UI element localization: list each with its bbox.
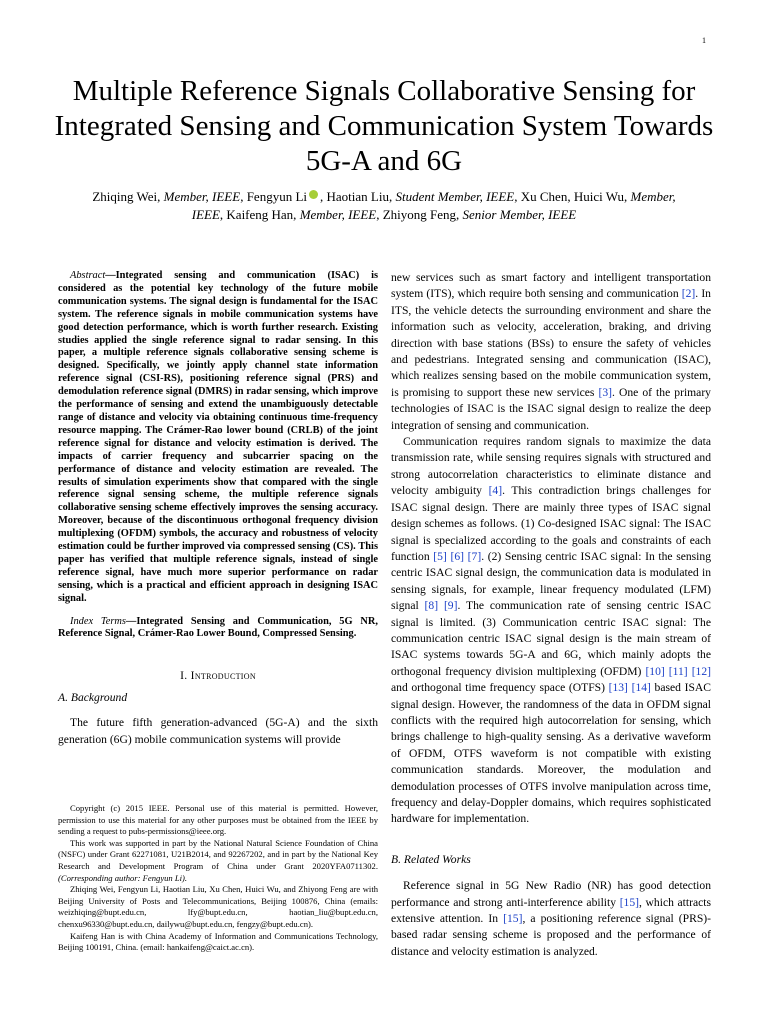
section-heading-introduction [58,669,378,683]
citation-link[interactable]: [3] [598,385,612,399]
citation-link[interactable]: [13] [608,681,628,695]
citation-link[interactable]: [9] [443,599,458,613]
paragraph-text: Communication requires random signals to maximize the data transmission rate, while sensing requires signals with structured and strong autocorrelation characteristics to eliminate distance and velocity ambiguity [391,435,711,498]
paper-title: Multiple Reference Signals Collaborative Sensing for Integrated Sensing and Communication System Towards 5G-A and 6G [54,75,714,177]
author-role: Senior Member, IEEE [462,207,577,222]
subsection-heading-related-works: B. Related Works [391,852,471,866]
corresponding-author: (Corresponding author: Fengyun Li). [58,872,188,883]
intro-paragraph: The future fifth generation-advanced (5G-A) and the sixth generation (6G) mobile communication systems will provide [58,716,378,746]
section-numeral: I. [180,669,191,683]
affiliation-note: Kaifeng Han is with China Academy of Information and Communications Technology, Beijing 100191, China. (email: hankaifeng@caict.ac.cn). [58,930,378,953]
citation-link[interactable]: [2] [681,287,696,301]
citation-link[interactable]: [14] [631,681,651,695]
author-role: Student Member, IEEE [395,189,515,204]
funding-note [58,838,378,884]
body-paragraph [391,878,711,960]
citation-link[interactable]: [10] [645,664,665,678]
abstract-lead: Abstract [70,270,106,281]
paragraph-text: and orthogonal time frequency space (OTFS) [391,681,609,695]
citation-link[interactable]: [8] [424,599,439,613]
author-role: Member, IEEE [191,189,676,222]
author-name: , Zhiyong Feng, [376,207,463,222]
author-list [90,188,678,224]
author-name: , Xu Chen, Huici Wu, [514,189,631,204]
section-title: Introduction [190,669,256,683]
paragraph-text: . The communication rate of sensing centric ISAC signal is limited. (3) Communication centric ISAC signal: The communication centric ISAC signal design is the main stream of ISAC systems towards 5G-A and 6G, which mainly adopts the orthogonal frequency division multiplexing (OFDM) [391,599,712,678]
page-number: 1 [702,36,706,45]
paragraph-text: , a positioning reference signal (PRS)-based radar sensing scheme is proposed and the performance of distance and velocity estimation is analyzed. [391,912,711,958]
footnotes [58,803,378,954]
body-paragraph [391,270,711,434]
paragraph-text: , which attracts extensive attention. In [391,895,711,926]
paragraph-text: new services such as smart factory and intelligent transportation system (ITS), which require both sensing and communication [391,271,711,301]
citation-link[interactable]: [4] [488,484,503,498]
body-paragraph [391,434,711,828]
author-name: , Haotian Liu, [320,189,396,204]
right-column [391,270,711,960]
paragraph-text: Reference signal in 5G New Radio (NR) has good detection performance and strong anti-interference ability [391,879,711,909]
abstract-text: —Integrated sensing and communication (ISAC) is considered as the potential key technology of the future mobile communication systems. The signal design is fundamental for the ISAC system. The reference signals in mobile communication systems have good detection performance, which is worth further research. Existing studies applied the single reference signal to radar sensing. In this paper, a multiple reference signals collaborative sensing scheme is designed. Specifically, we jointly apply channel state information reference signal (CSI-RS), positioning reference signal (PRS) and demodulation reference signal (DMRS) in radar sensing, which improve the performance of sensing and extend the unambiguously detectable range of distance and velocity via obtaining continuous time-frequency resource mapping. The Crámer-Rao lower bound (CRLB) of the joint reference signal for distance and velocity estimation is derived. The impacts of carrier frequency and subcarrier spacing on the performance of distance and velocity estimation are revealed. The results of simulation experiments show that compared with the single reference signal sensing scheme, the multiple reference signals collaborative sensing scheme effectively improves the sensing accuracy. Moreover, because of the discontinuous orthogonal frequency division multiplexing (OFDM) symbols, the accuracy and robustness of velocity estimation could be further improved via compressed sensing (CS). This paper has verified that multiple reference signals, instead of single reference signal, have much more superior performance on radar sensing, which is a practical and efficient approach in designing ISAC signal. [58,270,378,604]
index-terms-text: —Integrated Sensing and Communication, 5G NR, Reference Signal, Crámer-Rao Lower Bound, Compressed Sensing. [58,615,378,640]
citation-link[interactable]: [15] [503,912,523,926]
orcid-icon[interactable] [309,190,318,199]
copyright-notice: Copyright (c) 2015 IEEE. Personal use of this material is permitted. However, permission to use this material for any other purposes must be obtained from the IEEE by sending a request to pubs-permissions@ieee.org. [58,803,378,837]
paragraph-text: . This contradiction brings challenges for ISAC signal design. There are mainly three types of ISAC signal design schemes as follows. (1) Co-designed ISAC signal: The ISAC signal is specialized according to the goals and constraints of each function [391,484,711,563]
author-name: , Fengyun Li [240,189,307,204]
citation-link[interactable]: [15] [619,895,640,909]
citation-link[interactable]: [6] [450,549,465,563]
paragraph-text: . One of the primary technologies of ISAC is the ISAC signal design to realize the deep integration of sensing and communication. [391,385,711,432]
index-terms [58,616,378,642]
author-name: , Kaifeng Han, [219,207,300,222]
paragraph-text: based ISAC signal design. However, the randomness of the data in OFDM signal conflicts with the required high autocorrelation for sensing, which brings challenge to high-quality sensing. As a derivative waveform of OFDM, OTFS waveform is not compatible with existing communication standards. Moreover, the modulation and demodulation processes of OTFS involve manipulation across time, frequency and delay-Doppler domains, which requires sophisticated hardware for implementation. [391,681,712,826]
author-role: Member, IEEE [299,207,377,222]
paragraph-text: . (2) Sensing centric ISAC signal: In the sensing centric ISAC signal design, the communication data is modulated in sensing signals, for example, linear frequency modulated (LFM) signal [391,549,711,613]
citation-link[interactable]: [12] [691,664,712,678]
citation-link[interactable]: [5] [433,549,447,563]
affiliation-note: Zhiqing Wei, Fengyun Li, Haotian Liu, Xu Chen, Huici Wu, and Zhiyong Feng are with Beijing University of Posts and Telecommunications, Beijing 100876, China (emails: weizhiqing@bupt.edu.cn, lfy@bupt.edu.cn, haotian_liu@bupt.edu.cn, chenxu96330@bupt.edu.cn, dailywu@bupt.edu.cn, fengzy@bupt.edu.cn). [58,884,378,929]
paragraph-text: . In ITS, the vehicle detects the surrounding environment and share the information such as velocity, acceleration, braking, and driving direction with base stations (BSs) to ensure the safety of vehicles and pedestrians. Integrated sensing and communication (ISAC), which realizes sensing based on the mobile communication system, is promising to support these new services [391,287,711,399]
citation-link[interactable]: [7] [467,549,482,563]
index-terms-lead: Index Terms [70,615,126,627]
citation-link[interactable]: [11] [668,664,688,678]
subsection-heading-background: A. Background [58,691,128,705]
author-name: Zhiqing Wei, [92,189,164,204]
left-column [58,270,378,748]
author-role: Member, IEEE [163,189,241,204]
funding-text: This work was supported in part by the National Natural Science Foundation of China (NSFC) under Grant 62271081, U21B2014, and 92267202, and in part by the National Key Research and Development Program of China under Grant 2020YFA0711302. [58,837,378,871]
abstract [58,270,378,606]
